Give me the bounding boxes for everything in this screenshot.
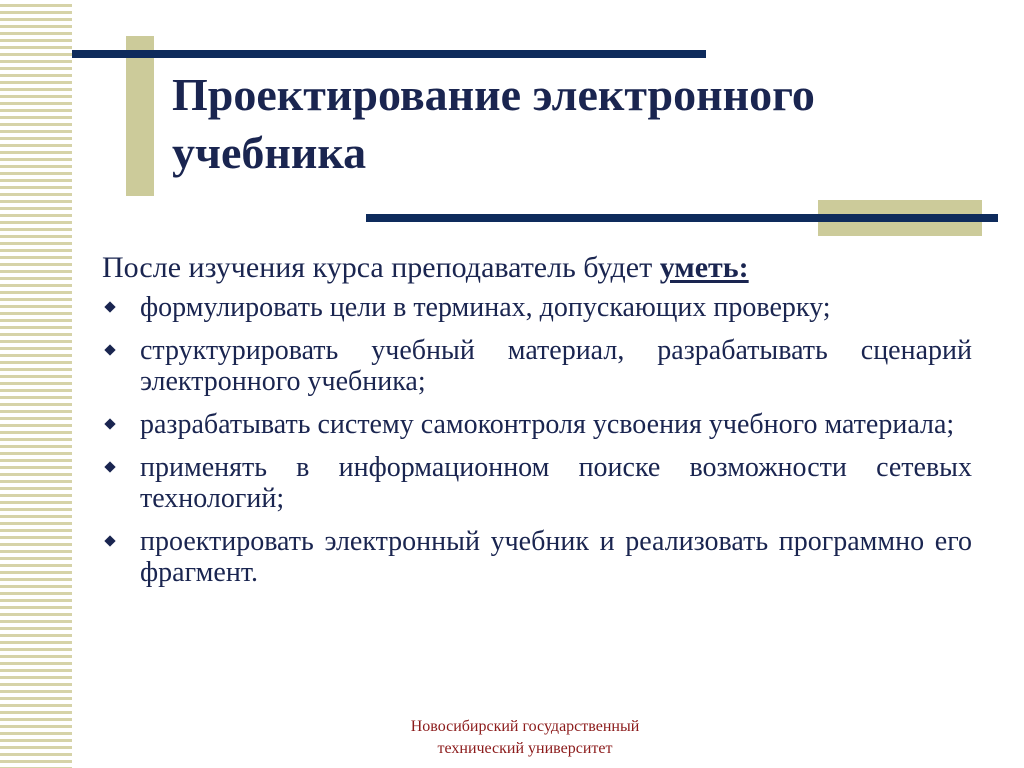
list-item-text: разрабатывать систему самоконтроля усвоения учебного материала; (140, 409, 955, 440)
list-item (102, 292, 972, 323)
intro-text: После изучения курса преподаватель будет (102, 251, 660, 284)
list-item (102, 452, 972, 514)
title-rule-top (72, 50, 706, 58)
diamond-bullet-icon (104, 344, 115, 355)
list-item-text: структурировать учебный материал, разрабатывать сценарий электронного учебника; (140, 335, 972, 397)
bullet-list (102, 292, 972, 588)
slide-title: Проектирование электронного учебника (172, 69, 815, 178)
list-item-text: формулировать цели в терминах, допускающих проверку; (140, 292, 831, 323)
diamond-bullet-icon (104, 535, 115, 546)
footer-institution (320, 716, 730, 760)
diamond-bullet-icon (104, 301, 115, 312)
footer-line-1: Новосибирский государственный (410, 718, 640, 735)
decorative-stripes (0, 0, 72, 768)
title-rule-bottom (366, 214, 998, 222)
list-item (102, 409, 972, 440)
list-item-text: применять в информационном поиске возможности сетевых технологий; (140, 452, 972, 514)
intro-emphasis: уметь: (659, 251, 749, 284)
list-item (102, 335, 972, 397)
accent-block-top (126, 36, 154, 196)
footer-line-2: технический университет (437, 740, 613, 757)
list-item (102, 526, 972, 588)
slide-body (102, 250, 972, 600)
diamond-bullet-icon (104, 418, 115, 429)
intro-paragraph (102, 250, 972, 286)
list-item-text: проектировать электронный учебник и реализовать программно его фрагмент. (140, 526, 972, 588)
diamond-bullet-icon (104, 461, 115, 472)
